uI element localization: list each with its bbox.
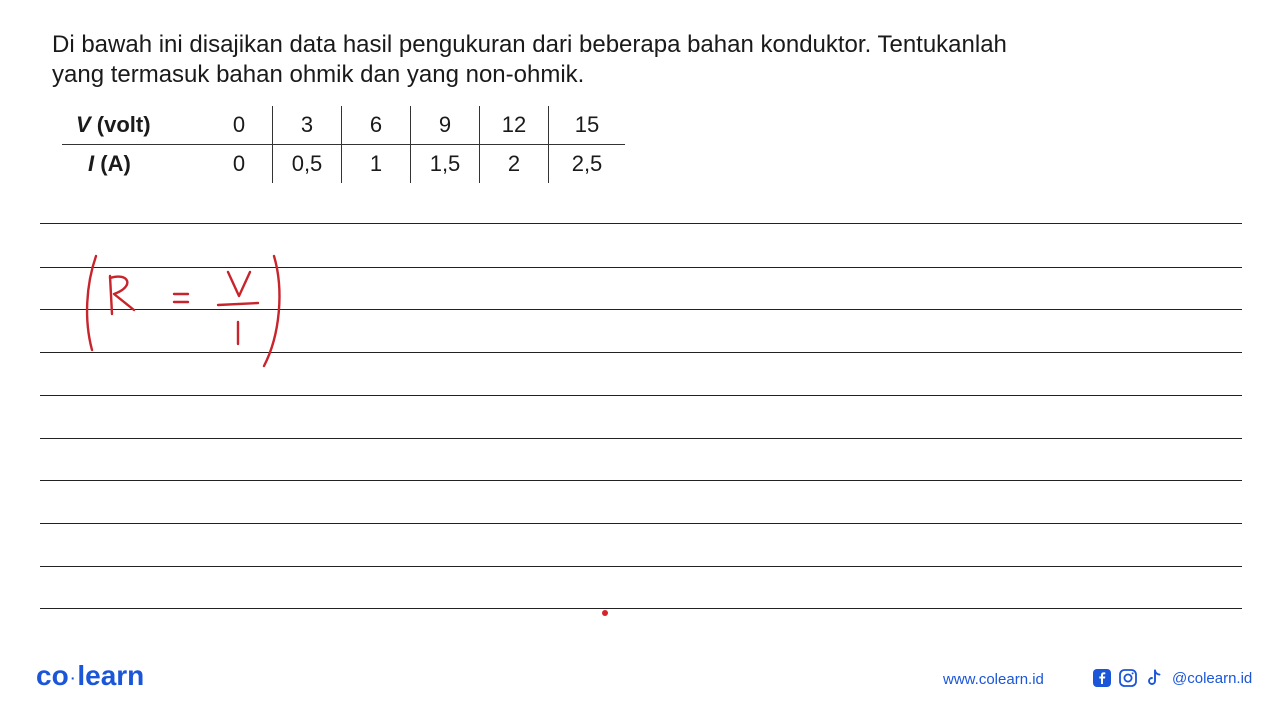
question-text: [52, 30, 1232, 90]
open-paren-stroke: [87, 256, 96, 350]
table-cell: 0: [206, 106, 273, 145]
table-cell: 2: [480, 145, 549, 184]
letter-r-stroke: [110, 276, 112, 314]
writing-line: [40, 223, 1242, 224]
social-links: [1092, 668, 1252, 688]
voltage-header: V (volt): [62, 106, 206, 145]
table-cell: 15: [549, 106, 626, 145]
measurement-table: [62, 106, 625, 183]
current-header: I (A): [88, 151, 131, 176]
table-cell: 1: [342, 145, 411, 184]
question-line-2: yang termasuk bahan ohmik dan yang non-ohmik.: [52, 61, 585, 88]
close-paren-stroke: [264, 256, 279, 366]
table-cell: 2,5: [549, 145, 626, 184]
colearn-logo: co ·learn: [36, 660, 145, 691]
tiktok-icon[interactable]: [1144, 668, 1164, 688]
handwritten-formula: [78, 250, 298, 375]
instagram-icon[interactable]: [1118, 668, 1138, 688]
writing-line: [40, 395, 1242, 396]
writing-line: [40, 523, 1242, 524]
letter-r-stroke: [110, 277, 134, 310]
writing-line: [40, 480, 1242, 481]
question-line-1: Di bawah ini disajikan data hasil pengukuran dari beberapa bahan konduktor. Tentukanlah: [52, 31, 1007, 58]
table-row-voltage: [62, 106, 625, 145]
table-cell: 1,5: [411, 145, 480, 184]
table-cell: 6: [342, 106, 411, 145]
table-cell: 9: [411, 106, 480, 145]
table-cell: 0,5: [273, 145, 342, 184]
letter-v-stroke: [228, 272, 250, 296]
table-row-current: [62, 145, 625, 184]
facebook-icon[interactable]: [1092, 668, 1112, 688]
writing-line: [40, 608, 1242, 609]
table-cell: 0: [232, 151, 246, 176]
writing-line: [40, 438, 1242, 439]
website-url[interactable]: www.colearn.id: [943, 671, 1044, 688]
fraction-bar-stroke: [218, 303, 258, 305]
pointer-dot: [602, 610, 608, 616]
table-cell: 3: [273, 106, 342, 145]
table-cell: 12: [480, 106, 549, 145]
writing-line: [40, 566, 1242, 567]
social-handle[interactable]: @colearn.id: [1172, 669, 1253, 687]
